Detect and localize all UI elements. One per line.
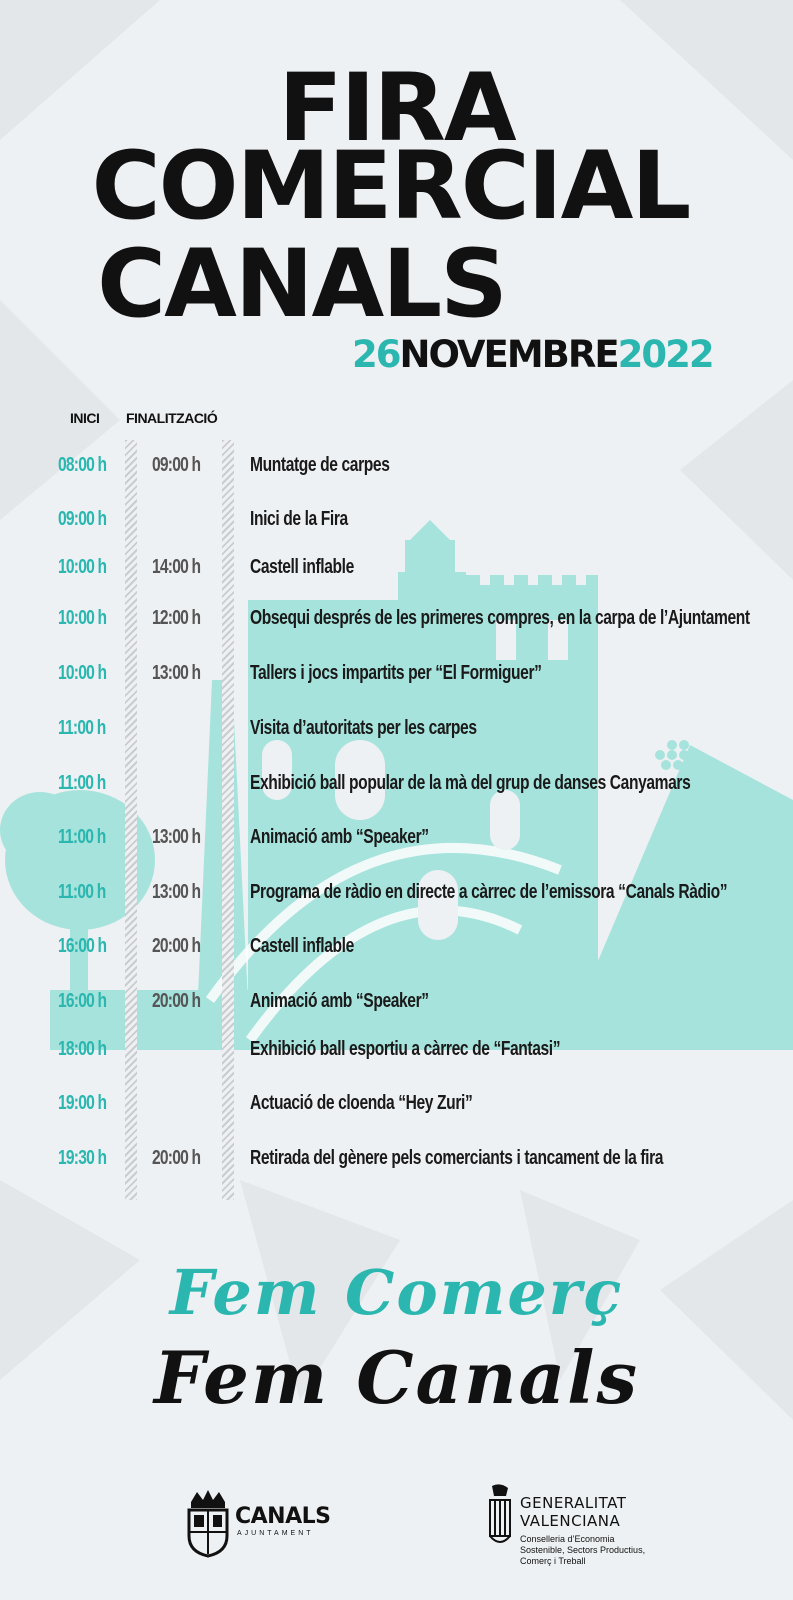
row-end-time: 13:00 h [152,881,201,903]
row-start-time: 11:00 h [58,772,106,794]
slogan-line-1: Fem Comerç [169,1256,624,1329]
schedule-row [0,1088,793,1118]
canals-logo-name: CANALS [235,1504,331,1529]
row-start-time: 19:00 h [58,1092,107,1114]
row-description: Visita d’autoritats per les carpes [250,717,477,739]
title-line-2: COMERCIAL [91,132,690,241]
row-start-time: 11:00 h [58,717,106,739]
date-year: 2022 [617,333,713,376]
gv-department-line-1: Conselleria d’Economia [520,1534,615,1544]
gv-logo-line-1: GENERALITAT [520,1494,627,1512]
row-start-time: 11:00 h [58,826,106,848]
row-description: Muntatge de carpes [250,454,390,476]
row-end-time: 12:00 h [152,607,201,629]
slogan-line-2: Fem Canals [153,1335,640,1420]
schedule-row [0,1143,793,1173]
row-end-time: 13:00 h [152,826,201,848]
row-description: Castell inflable [250,556,354,578]
gv-emblem-icon [486,1482,514,1552]
crown-shield-icon [185,1488,231,1558]
generalitat-logo [486,1482,686,1572]
date-day: 26 [352,333,400,376]
schedule-row [0,931,793,961]
row-end-time: 13:00 h [152,662,201,684]
row-description: Obsequi després de les primeres compres, en la carpa de l’Ajuntament [250,607,750,629]
canals-logo [185,1488,345,1558]
row-start-time: 18:00 h [58,1038,107,1060]
gv-department-line-2: Sostenible, Sectors Productius, [520,1545,646,1555]
row-end-time: 20:00 h [152,1147,201,1169]
schedule-row [0,768,793,798]
row-description: Exhibició ball popular de la mà del grup de danses Canyamars [250,772,691,794]
row-description: Retirada del gènere pels comerciants i tancament de la fira [250,1147,664,1169]
schedule-row [0,713,793,743]
row-start-time: 16:00 h [58,935,107,957]
row-description: Animació amb “Speaker” [250,990,429,1012]
row-start-time: 08:00 h [58,454,107,476]
gv-logo-line-2: VALENCIANA [520,1512,621,1530]
row-end-time: 14:00 h [152,556,201,578]
schedule-row [0,877,793,907]
column-header-end: FINALITZACIÓ [126,410,218,426]
row-start-time: 19:30 h [58,1147,107,1169]
schedule-row [0,504,793,534]
schedule-row [0,1034,793,1064]
row-start-time: 16:00 h [58,990,107,1012]
row-description: Programa de ràdio en directe a càrrec de l’emissora “Canals Ràdio” [250,881,728,903]
schedule-row [0,822,793,852]
row-description: Castell inflable [250,935,354,957]
row-start-time: 10:00 h [58,556,107,578]
schedule-row [0,552,793,582]
row-start-time: 10:00 h [58,662,107,684]
title-line-1: FIRA [278,54,515,163]
row-start-time: 10:00 h [58,607,107,629]
row-start-time: 09:00 h [58,508,107,530]
schedule-row [0,658,793,688]
column-header-start: INICI [70,410,100,426]
row-description: Exhibició ball esportiu a càrrec de “Fantasi” [250,1038,561,1060]
schedule-row [0,450,793,480]
date-month: NOVEMBRE [399,333,618,376]
row-description: Inici de la Fira [250,508,348,530]
canals-logo-sub: AJUNTAMENT [237,1530,314,1537]
row-start-time: 11:00 h [58,881,106,903]
row-end-time: 20:00 h [152,935,201,957]
row-description: Tallers i jocs impartits per “El Formiguer” [250,662,542,684]
row-description: Animació amb “Speaker” [250,826,429,848]
event-date [352,333,713,376]
gv-department-line-3: Comerç i Treball [520,1556,586,1566]
row-end-time: 09:00 h [152,454,201,476]
row-end-time: 20:00 h [152,990,201,1012]
schedule-row [0,986,793,1016]
row-description: Actuació de cloenda “Hey Zuri” [250,1092,473,1114]
schedule-row [0,603,793,633]
title-line-3: CANALS [97,230,506,339]
